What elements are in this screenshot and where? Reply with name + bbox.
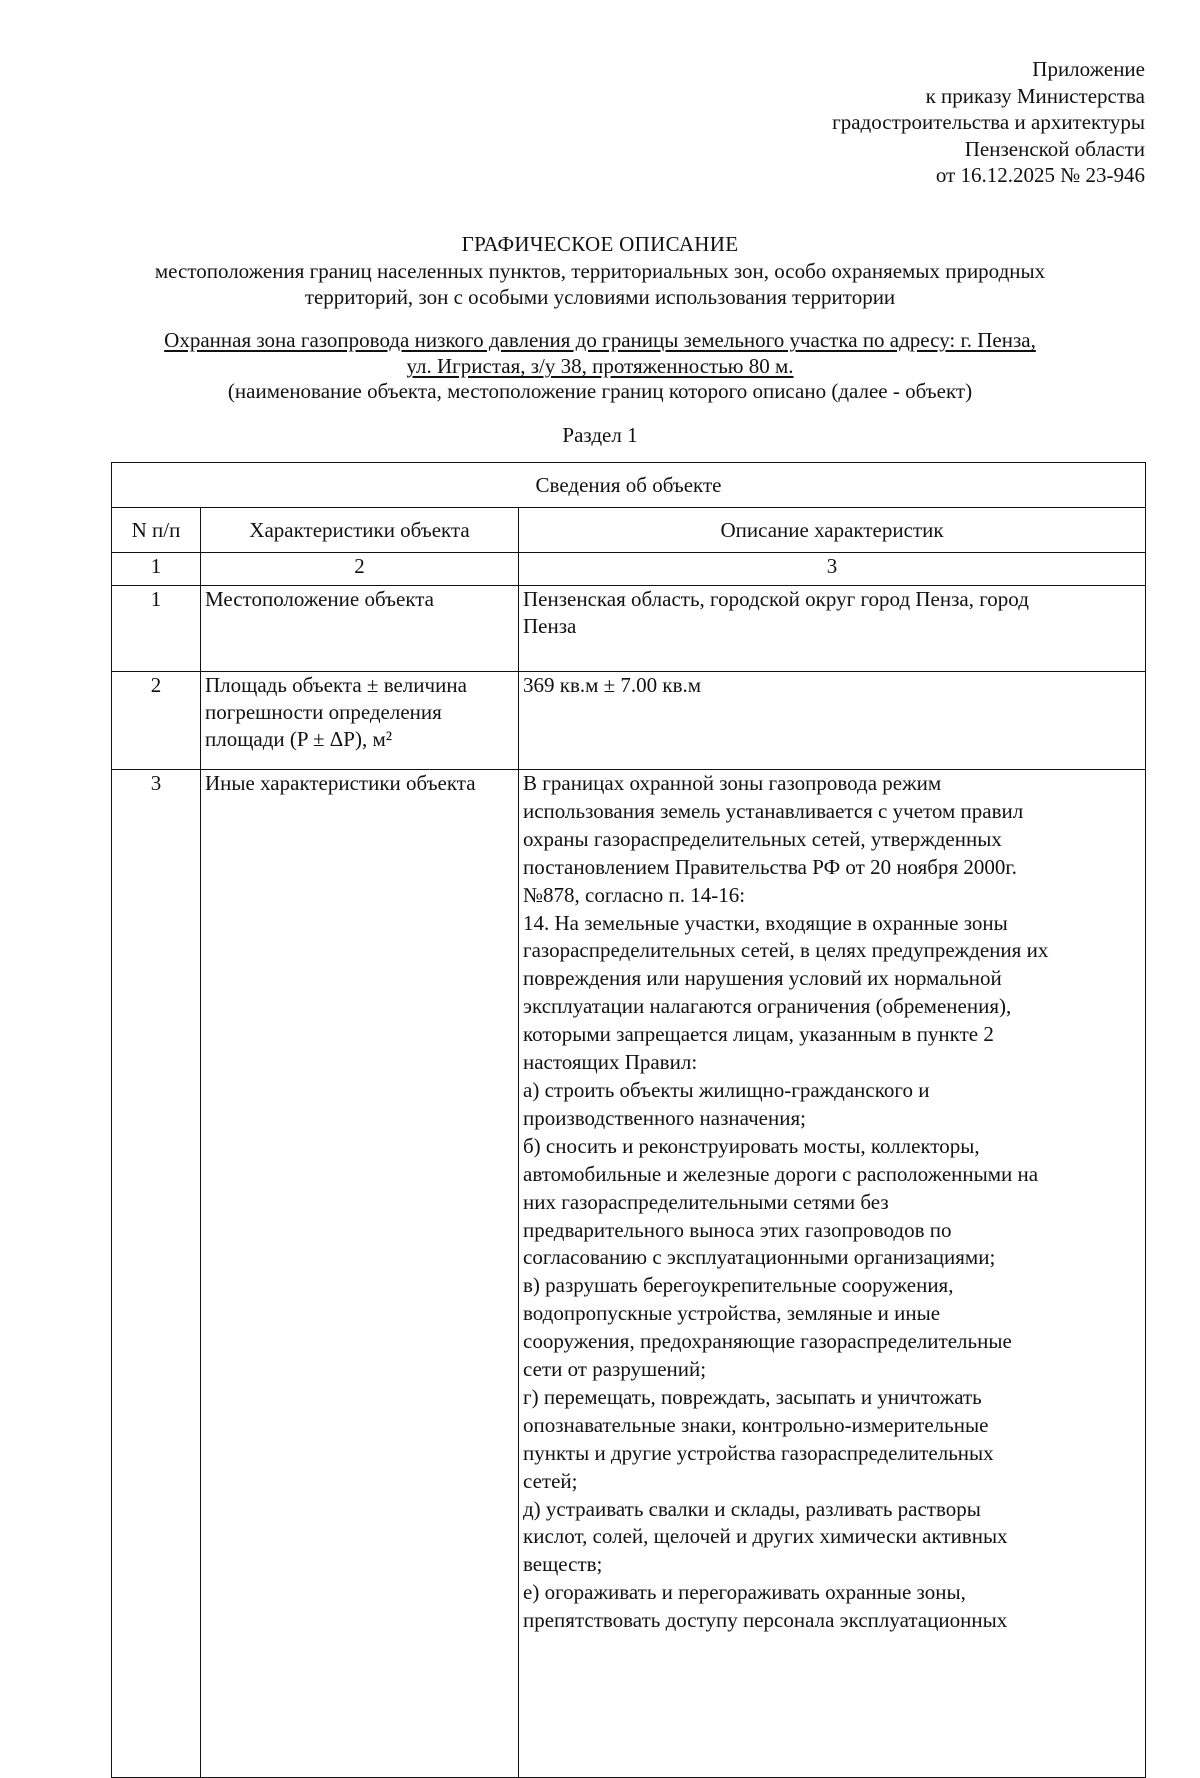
- description-line: них газораспределительными сетями без: [523, 1189, 889, 1214]
- description-line: д) устраивать свалки и склады, разливать растворы: [523, 1496, 981, 1521]
- object-info-table: [111, 462, 1146, 1778]
- description-line: охраны газораспределительных сетей, утвержденных: [523, 826, 1002, 851]
- section-title: Раздел 1: [562, 423, 638, 447]
- characteristic-line: Площадь объекта ± величина: [205, 673, 467, 697]
- column-number: 2: [201, 553, 519, 586]
- description-line: использования земель устанавливается с учетом правил: [523, 798, 1024, 823]
- row-number: 2: [112, 672, 201, 770]
- object-name-note: (наименование объекта, местоположение границ которого описано (далее - объект): [227, 379, 973, 403]
- description-line: а) строить объекты жилищно-гражданского и: [523, 1077, 930, 1102]
- appendix-line: Приложение: [1032, 57, 1145, 81]
- row-characteristic: Иные характеристики объекта: [201, 770, 519, 1778]
- description-line: автомобильные и железные дороги с расположенными на: [523, 1161, 1039, 1186]
- description-line: веществ;: [523, 1552, 603, 1577]
- description-line: опознавательные знаки, контрольно-измерительные: [523, 1412, 989, 1437]
- row-description: [519, 672, 1146, 770]
- header-number: N п/п: [112, 508, 201, 553]
- description-line: в) разрушать берегоукрепительные сооружения,: [523, 1273, 954, 1298]
- object-name: [0, 327, 1200, 379]
- document-subtitle: [0, 258, 1200, 310]
- description-line: которыми запрещается лицам, указанным в пункте 2: [523, 1022, 994, 1047]
- description-line: пункты и другие устройства газораспределительных: [523, 1440, 994, 1465]
- column-number: 3: [519, 553, 1146, 586]
- description-line: газораспределительных сетей, в целях предупреждения их: [523, 938, 1049, 963]
- description-line: эксплуатации налагаются ограничения (обременения),: [523, 994, 1012, 1019]
- description-line: водопропускные устройства, земляные и иные: [523, 1301, 941, 1326]
- description-line: препятствовать доступу персонала эксплуатационных: [523, 1608, 1008, 1633]
- characteristic-line: площади (P ± ΔP), м²: [205, 727, 393, 751]
- description-line: 14. На земельные участки, входящие в охранные зоны: [523, 910, 1008, 935]
- appendix-line: к приказу Министерства: [925, 83, 1145, 108]
- description-line: е) огораживать и перегораживать охранные зоны,: [523, 1580, 966, 1605]
- description-line: предварительного выноса этих газопроводов по: [523, 1217, 952, 1242]
- row-characteristic: Местоположение объекта: [201, 586, 519, 672]
- table-row: [112, 770, 1146, 1778]
- row-number: 3: [112, 770, 201, 1778]
- header-description: Описание характеристик: [519, 508, 1146, 553]
- description-line: Пенза: [523, 614, 577, 638]
- description-line: Пензенская область, городской округ город Пенза, город: [523, 587, 1029, 611]
- object-name-line: Охранная зона газопровода низкого давления до границы земельного участка по адресу: г. Пенза,: [164, 328, 1036, 352]
- description-line: г) перемещать, повреждать, засыпать и уничтожать: [523, 1384, 982, 1409]
- description-line: производственного назначения;: [523, 1105, 806, 1130]
- description-line: В границах охранной зоны газопровода режим: [523, 771, 942, 795]
- table-row: [112, 586, 1146, 672]
- row-description: [519, 770, 1146, 1778]
- table-header-row: [112, 508, 1146, 553]
- appendix-line: Пензенской области: [964, 136, 1145, 161]
- row-characteristic: [201, 672, 519, 770]
- table-row: [112, 672, 1146, 770]
- appendix-block: [832, 56, 1145, 189]
- subtitle-line: местоположения границ населенных пунктов, территориальных зон, особо охраняемых природных: [154, 259, 1046, 283]
- characteristic-line: погрешности определения: [205, 700, 442, 724]
- table-caption-row: [112, 463, 1146, 508]
- appendix-line: градостроительства и архитектуры: [832, 110, 1145, 135]
- description-line: настоящих Правил:: [523, 1050, 698, 1075]
- description-line: 369 кв.м ± 7.00 кв.м: [523, 673, 702, 697]
- description-line: сети от разрушений;: [523, 1357, 707, 1382]
- row-number: 1: [112, 586, 201, 672]
- description-line: сооружения, предохраняющие газораспределительные: [523, 1329, 1012, 1354]
- table-caption: Сведения об объекте: [112, 463, 1146, 508]
- description-line: постановлением Правительства РФ от 20 ноября 2000г.: [523, 854, 1017, 879]
- description-line: б) сносить и реконструировать мосты, коллекторы,: [523, 1133, 980, 1158]
- description-line: сетей;: [523, 1468, 578, 1493]
- description-line: №878, согласно п. 14-16:: [523, 882, 746, 907]
- description-line: повреждения или нарушения условий их нормальной: [523, 966, 1002, 991]
- column-number-row: [112, 553, 1146, 586]
- document-title: ГРАФИЧЕСКОЕ ОПИСАНИЕ: [461, 232, 739, 256]
- column-number: 1: [112, 553, 201, 586]
- header-characteristic: Характеристики объекта: [201, 508, 519, 553]
- subtitle-line: территорий, зон с особыми условиями использования территории: [304, 285, 896, 309]
- appendix-order-date: от 16.12.2025 № 23-946: [935, 163, 1145, 188]
- row-description: [519, 586, 1146, 672]
- object-name-line: ул. Игристая, з/у 38, протяженностью 80 м.: [406, 354, 794, 378]
- description-line: согласованию с эксплуатационными организациями;: [523, 1245, 996, 1270]
- description-line: кислот, солей, щелочей и других химически активных: [523, 1524, 1008, 1549]
